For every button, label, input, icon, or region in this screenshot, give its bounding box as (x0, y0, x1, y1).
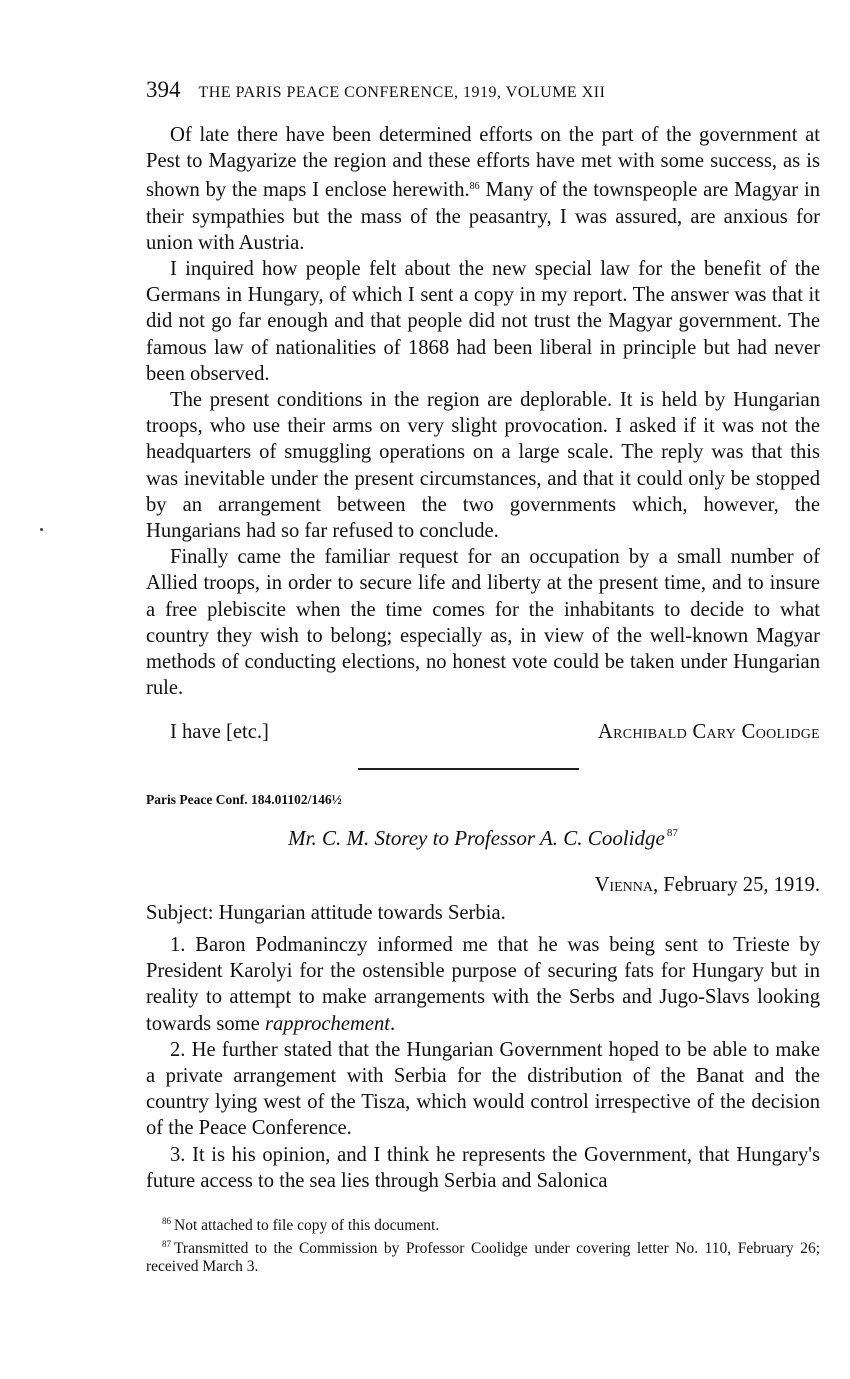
signature: Archibald Cary Coolidge (597, 721, 820, 743)
footnote: $^{86}$ Not attached to file copy of this document. (162, 1216, 440, 1234)
scan-speck (40, 528, 43, 531)
paragraph: I inquired how people felt about the new special law for the benefit of the Germans in Hungary, of which I sent a copy in my report. The answer was that it did not go far enough and that people did not trust the Magyar government. The famous law of nationalities of 1868 had been liberal in principle but had never been observed. (146, 258, 820, 385)
footnotes (146, 1212, 820, 1276)
subject-line: Subject: Hungarian attitude towards Serbia. (146, 902, 506, 924)
letter-1-body (146, 122, 820, 701)
running-header (146, 77, 820, 106)
page-number: 394 (146, 77, 181, 102)
file-reference: Paris Peace Conf. 184.01102/146½ (146, 792, 342, 807)
paragraph: Of late there have been determined efforts on the part of the government at Pest to Magyarize the region and these efforts have met with some success, as is shown by the maps I enclose herewith.$^{86}$ Many of the townspeople are Magyar in their sympathies but the mass of the peasantry, I was assured, are anxious for union with Austria. (146, 124, 820, 254)
paragraph: The present conditions in the region are deplorable. It is held by Hungarian troops, who use their arms on very slight provocation. I asked if it was not the headquarters of smuggling operations on a large scale. The reply was that this was inevitable under the present circumstances, and that it could only be stopped by an arrangement between the two governments which, however, the Hungarians had so far refused to conclude. (146, 389, 820, 543)
letter-2-body (146, 932, 820, 1194)
dateline: Vienna, February 25, 1919. (594, 874, 820, 896)
paragraph: Finally came the familiar request for an occupation by a small number of Allied troops, in order to secure life and liberty at the present time, and to insure a free plebiscite when the time comes for the inhabitants to decide to what country they wish to belong; especially as, in view of the well-known Magyar methods of conducting elections, no honest vote could be taken under Hungarian rule. (146, 546, 820, 700)
paragraph: 1. Baron Podmaninczy informed me that he was being sent to Trieste by President Karolyi for the ostensible purpose of securing fats for Hungary but in reality to attempt to make arrangements with the Serbs and Jugo-Slavs looking towards some rapprochement. (146, 934, 820, 1035)
document-title: Mr. C. M. Storey to Professor A. C. Coolidge $^{87}$ (288, 826, 678, 850)
paragraph: 3. It is his opinion, and I think he represents the Government, that Hungary's future access to the sea lies through Serbia and Salonica (146, 1143, 820, 1192)
footnote-ref-86: 86 (469, 181, 480, 193)
paragraph: 2. He further stated that the Hungarian Government hoped to be able to make a private arrangement with Serbia for the distribution of the Banat and the country lying west of the Tisza, which would control irrespective of the decision of the Peace Conference. (146, 1038, 820, 1140)
footnote: $^{87}$ Transmitted to the Commission by Professor Coolidge under covering letter No. 110, February 26; received March 3. (146, 1239, 820, 1275)
running-title: THE PARIS PEACE CONFERENCE, 1919, VOLUME XII (198, 84, 606, 101)
section-divider (358, 768, 579, 770)
closing-phrase: I have [etc.] (170, 721, 269, 743)
footnote-ref-87: 87 (666, 827, 678, 839)
